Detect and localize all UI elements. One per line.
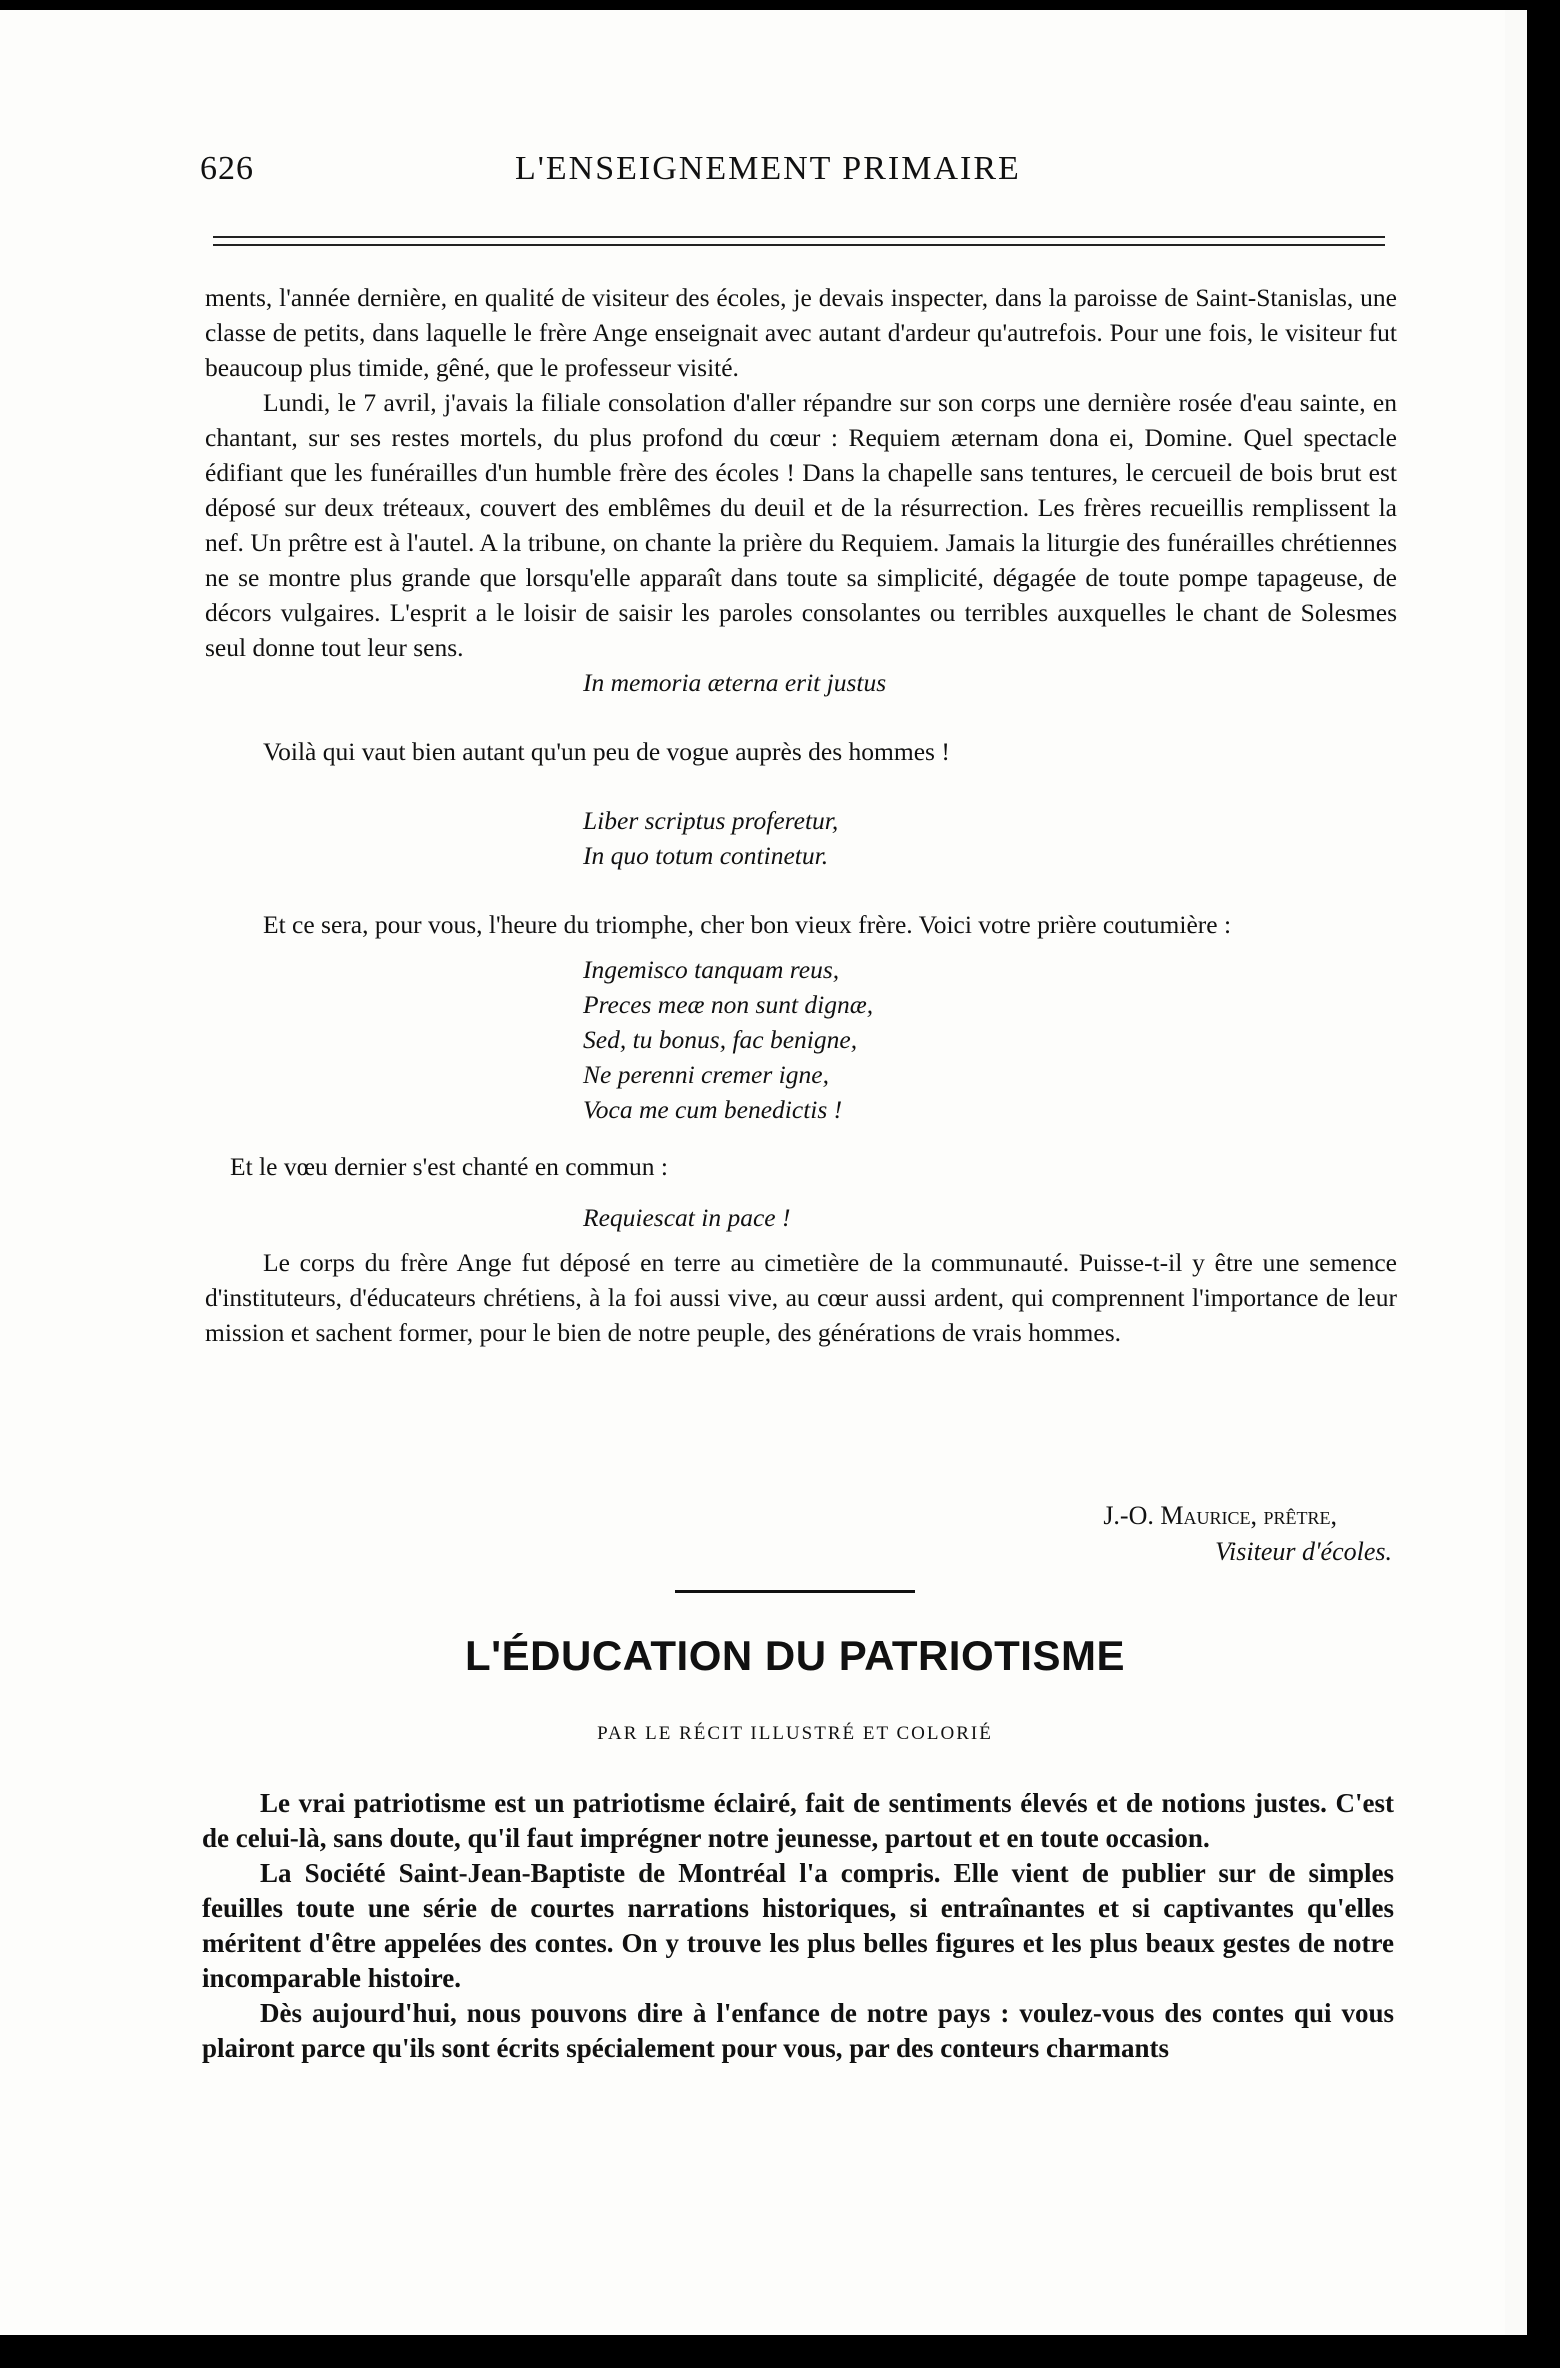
verse-liber-1: Liber scriptus proferetur,: [583, 806, 839, 835]
paragraph-5: Et le vœu dernier s'est chanté en commun :: [230, 1152, 668, 1181]
verse-ingemisco-1: Ingemisco tanquam reus,: [583, 955, 840, 984]
article-body: [205, 280, 1397, 1350]
verse-requiescat: Requiescat in pace !: [583, 1203, 791, 1232]
verse-ingemisco-2: Preces meæ non sunt dignæ,: [583, 990, 874, 1019]
scan-border-top: [0, 0, 1560, 10]
verse-ingemisco-5: Voca me cum benedictis !: [583, 1095, 843, 1124]
verse-memoria: In memoria æterna erit justus: [583, 668, 887, 697]
page-header: [200, 150, 1100, 200]
section-subtitle: PAR LE RÉCIT ILLUSTRÉ ET COLORIÉ: [597, 1723, 993, 1744]
signature-title: Visiteur d'écoles.: [1215, 1537, 1392, 1566]
paragraph-6: Le corps du frère Ange fut déposé en terre au cimetière de la communauté. Puisse-t-il y être une semence d'instituteurs, d'éducateurs chrétiens, à la foi aussi vive, au cœur aussi ardent, qui comprennent l'importance de leur mission et sachent former, pour le bien de notre peuple, des générations de vrais hommes.: [205, 1248, 1397, 1347]
header-double-rule: [213, 236, 1385, 246]
scan-margin-right: [1505, 10, 1527, 2335]
paragraph-4: Et ce sera, pour vous, l'heure du triomphe, cher bon vieux frère. Voici votre prière coutumière :: [263, 910, 1232, 939]
running-title: L'ENSEIGNEMENT PRIMAIRE: [515, 150, 1021, 187]
verse-ingemisco-4: Ne perenni cremer igne,: [583, 1060, 829, 1089]
paragraph-1: ments, l'année dernière, en qualité de visiteur des écoles, je devais inspecter, dans la paroisse de Saint-Stanislas, une classe de petits, dans laquelle le frère Ange enseignait avec autant d'ardeur qu'autrefois. Pour une fois, le visiteur fut beaucoup plus timide, gêné, que le professeur visité.: [205, 283, 1397, 382]
section-divider: [675, 1590, 915, 1593]
scan-border-bottom: [0, 2335, 1560, 2368]
section-title: L'ÉDUCATION DU PATRIOTISME: [465, 1632, 1125, 1679]
page-number: 626: [200, 150, 254, 187]
verse-liber-2: In quo totum continetur.: [583, 841, 829, 870]
signature-name: J.-O. Maurice, prêtre,: [1103, 1501, 1337, 1530]
section-paragraph-1: Le vrai patriotisme est un patriotisme éclairé, fait de sentiments élevés et de notions justes. C'est de celui-là, sans doute, qu'il faut imprégner notre jeunesse, partout et en toute occasion.: [202, 1788, 1394, 1853]
section-body: [202, 1786, 1394, 2066]
paragraph-3: Voilà qui vaut bien autant qu'un peu de vogue auprès des hommes !: [263, 737, 950, 766]
paragraph-2: Lundi, le 7 avril, j'avais la filiale consolation d'aller répandre sur son corps une dernière rosée d'eau sainte, en chantant, sur ses restes mortels, du plus profond du cœur : Requiem æternam dona ei, Domine. Quel spectacle édifiant que les funérailles d'un humble frère des écoles ! Dans la chapelle sans tentures, le cercueil de bois brut est déposé sur deux tréteaux, couvert des emblêmes du deuil et de la résurrection. Les frères recueillis remplissent la nef. Un prêtre est à l'autel. A la tribune, on chante la prière du Requiem. Jamais la liturgie des funérailles chrétiennes ne se montre plus grande que lorsqu'elle apparaît dans toute sa simplicité, dégagée de toute pompe tapageuse, de décors vulgaires. L'esprit a le loisir de saisir les paroles consolantes ou terribles auxquelles le chant de Solesmes seul donne tout leur sens.: [205, 388, 1397, 662]
section-paragraph-2: La Société Saint-Jean-Baptiste de Montréal l'a compris. Elle vient de publier sur de simples feuilles toute une série de courtes narrations historiques, si entraînantes et si captivantes qu'elles méritent d'être appelées des contes. On y trouve les plus belles figures et les plus beaux gestes de notre incomparable histoire.: [202, 1858, 1394, 1993]
verse-ingemisco-3: Sed, tu bonus, fac benigne,: [583, 1025, 858, 1054]
scan-border-right: [1527, 10, 1560, 2335]
section-paragraph-3: Dès aujourd'hui, nous pouvons dire à l'enfance de notre pays : voulez-vous des contes qui vous plairont parce qu'ils sont écrits spécialement pour vous, par des conteurs charmants: [202, 1998, 1394, 2063]
